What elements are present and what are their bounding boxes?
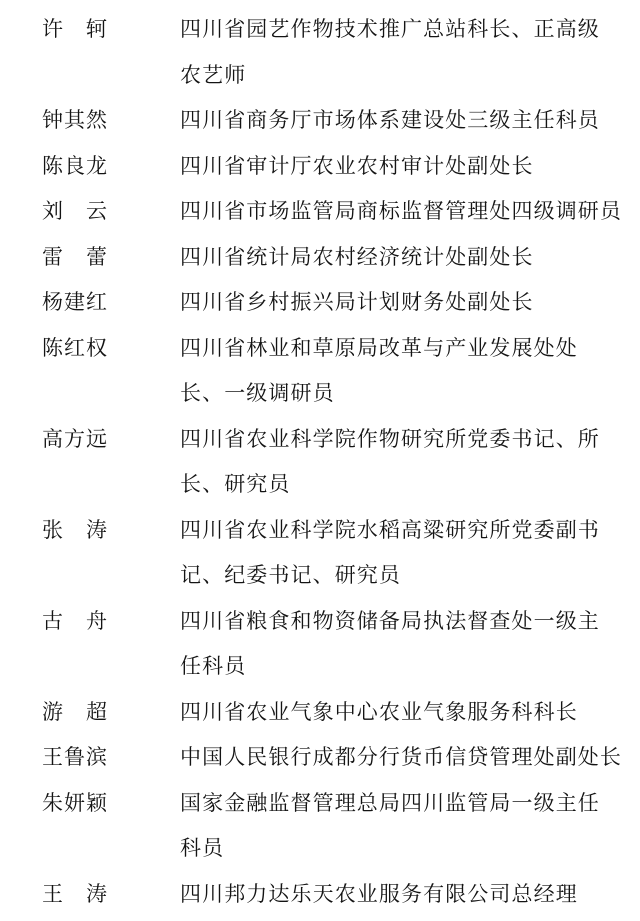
name-column [0, 144, 180, 190]
person-title-line: 任科员 [180, 654, 247, 678]
roster-entry [0, 735, 640, 781]
person-title-line: 长、一级调研员 [180, 381, 335, 405]
person-title-line: 四川省审计厅农业农村审计处副处长 [180, 153, 534, 178]
title-column [180, 599, 640, 690]
name-column [0, 781, 180, 827]
title-column [180, 189, 640, 235]
person-title-line: 农艺师 [180, 62, 247, 87]
person-title-line: 四川省农业科学院水稻高粱研究所党委副书 [180, 517, 600, 542]
name-column [0, 235, 180, 281]
person-name: 游 超 [42, 699, 108, 724]
roster-entry [0, 235, 640, 281]
name-column [0, 872, 180, 918]
person-name: 王鲁滨 [42, 745, 108, 769]
person-name: 陈良龙 [42, 153, 108, 178]
person-name: 刘 云 [42, 199, 108, 223]
person-title-line: 四川省农业气象中心农业气象服务科科长 [180, 699, 578, 724]
title-column [180, 690, 640, 736]
person-name: 高方远 [42, 426, 108, 451]
title-column [180, 417, 640, 508]
person-title-line: 长、研究员 [180, 472, 291, 496]
title-column [180, 7, 640, 98]
person-name: 雷 蕾 [42, 244, 108, 269]
person-title-line: 中国人民银行成都分行货币信贷管理处副处长 [180, 745, 622, 769]
person-title-line: 四川省林业和草原局改革与产业发展处处 [180, 335, 578, 360]
person-name: 王 涛 [42, 881, 108, 906]
name-column [0, 7, 180, 53]
person-name: 钟其然 [42, 108, 108, 132]
roster-entry [0, 7, 640, 98]
roster-entry [0, 872, 640, 918]
roster-entry [0, 417, 640, 508]
title-column [180, 872, 640, 918]
person-title-line: 四川省商务厅市场体系建设处三级主任科员 [180, 108, 600, 132]
name-column [0, 417, 180, 463]
person-title-line: 四川省统计局农村经济统计处副处长 [180, 244, 534, 269]
person-title-line: 四川省粮食和物资储备局执法督查处一级主 [180, 608, 600, 633]
name-column [0, 599, 180, 645]
roster-entry [0, 326, 640, 417]
roster-entry [0, 781, 640, 872]
title-column [180, 144, 640, 190]
roster-entry [0, 98, 640, 144]
roster-entry [0, 189, 640, 235]
person-title-line: 国家金融监督管理总局四川监管局一级主任 [180, 790, 600, 815]
title-column [180, 508, 640, 599]
person-title-line: 四川省园艺作物技术推广总站科长、正高级 [180, 17, 600, 41]
roster-entry [0, 690, 640, 736]
person-title-line: 四川省市场监管局商标监督管理处四级调研员 [180, 199, 622, 223]
title-column [180, 735, 640, 781]
person-title-line: 四川省乡村振兴局计划财务处副处长 [180, 290, 534, 314]
name-column [0, 189, 180, 235]
name-column [0, 690, 180, 736]
person-name: 杨建红 [42, 290, 108, 314]
name-column [0, 508, 180, 554]
name-column [0, 98, 180, 144]
roster-entry [0, 599, 640, 690]
title-column [180, 280, 640, 326]
title-column [180, 781, 640, 872]
person-title-line: 科员 [180, 836, 225, 860]
roster-entry [0, 280, 640, 326]
name-column [0, 735, 180, 781]
title-column [180, 235, 640, 281]
roster-entry [0, 144, 640, 190]
name-column [0, 280, 180, 326]
person-name: 陈红权 [42, 335, 108, 360]
person-title-line: 记、纪委书记、研究员 [180, 563, 401, 587]
title-column [180, 98, 640, 144]
person-title-line: 四川邦力达乐天农业服务有限公司总经理 [180, 881, 578, 906]
person-name: 张 涛 [42, 517, 108, 542]
roster-entry [0, 508, 640, 599]
person-name: 朱妍颖 [42, 790, 108, 815]
person-title-line: 四川省农业科学院作物研究所党委书记、所 [180, 426, 600, 451]
person-name: 古 舟 [42, 608, 108, 633]
person-name: 许 轲 [42, 17, 108, 41]
name-column [0, 326, 180, 372]
title-column [180, 326, 640, 417]
